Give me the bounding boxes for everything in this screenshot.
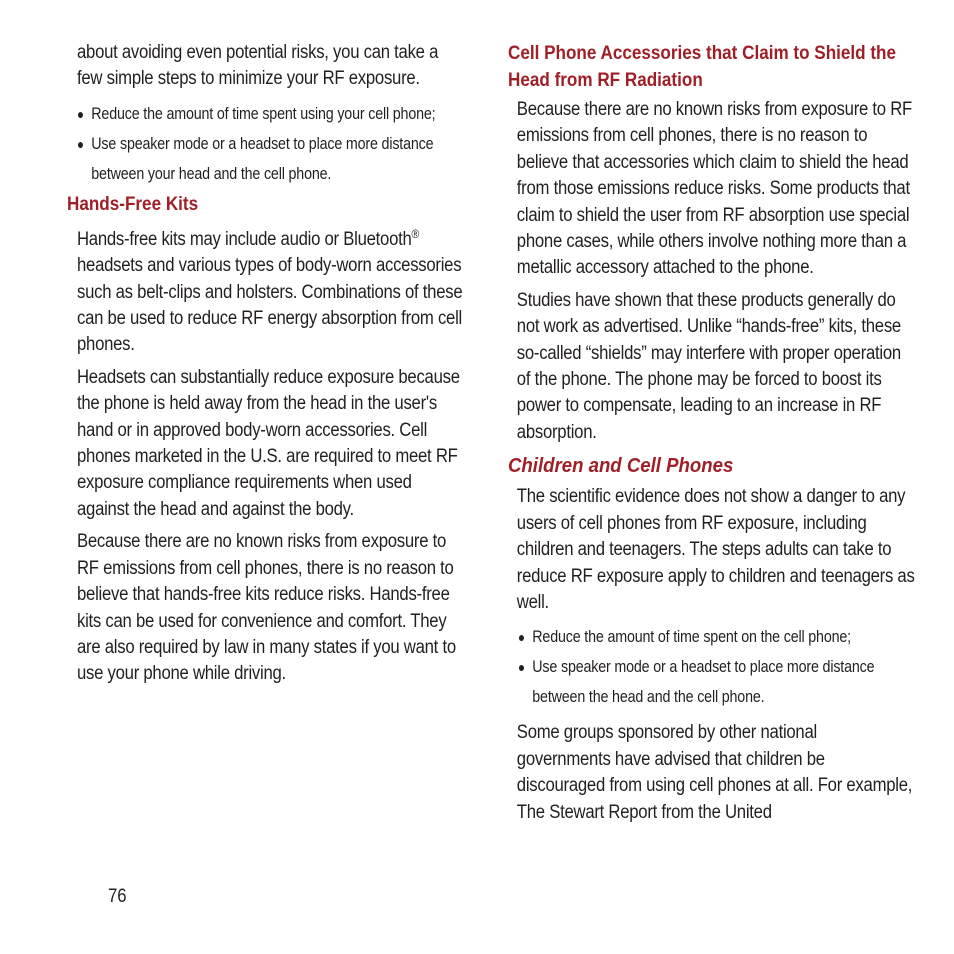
list-item: [518, 622, 929, 652]
list-item: [77, 129, 478, 189]
right-column: [508, 40, 915, 832]
shield-paragraph-2: Studies have shown that these products generally do not work as advertised. Unlike “hands-free” kits, these so-called “shields” may interfere with proper operation of the phone. The phone may be forced to boost its power to compensate, leading to an increase in RF absorption.: [516, 289, 901, 443]
bullet-text: Use speaker mode or a headset to place more distance between your head and the cell phone.: [91, 133, 434, 183]
bullet-text: Reduce the amount of time spent using your cell phone;: [91, 103, 436, 123]
children-paragraph-2: Some groups sponsored by other national governments have advised that children be discouraged from using cell phones at all. For example, The Stewart Report from the United: [516, 722, 913, 823]
page-number: 76: [108, 886, 127, 907]
p1-text: Hands-free kits may include audio or Bluetooth: [77, 228, 412, 250]
bullet-text: Reduce the amount of time spent on the cell phone;: [532, 627, 851, 647]
hands-free-paragraph-3: Because there are no known risks from exposure to RF emissions from cell phones, there is no reason to believe that hands-free kits reduce risks. Hands-free kits can be used for convenience and comfort. They are also required by law in many states if you want to use your phone while driving.: [77, 531, 456, 685]
bullet-icon: ●: [77, 105, 84, 122]
registered-mark: ®: [411, 226, 420, 241]
bullet-icon: ●: [77, 135, 84, 152]
p1-rest: headsets and various types of body-worn accessories such as belt-clips and holsters. Combinations of these can be used to reduce RF energy absorption from cell phones.: [77, 255, 463, 356]
section-heading-children: Children and Cell Phones: [508, 455, 734, 478]
bullet-icon: ●: [518, 659, 525, 676]
section-heading-hands-free: Hands-Free Kits: [67, 193, 199, 215]
list-item: [77, 99, 478, 129]
section-heading-shield-accessories: Cell Phone Accessories that Claim to Shield the Head from RF Radiation: [508, 43, 897, 91]
list-item: [518, 652, 929, 712]
children-paragraph-1: The scientific evidence does not show a danger to any users of cell phones from RF exposure, including children and teenagers. The steps adults can take to reduce RF exposure apply to children and teenagers as well.: [516, 486, 915, 613]
intro-paragraph: about avoiding even potential risks, you can take a few simple steps to minimize your RF exposure.: [77, 42, 439, 90]
bullet-text: Use speaker mode or a headset to place more distance between the head and the cell phone.: [532, 657, 875, 707]
left-column: [67, 40, 467, 694]
hands-free-paragraph-1: [77, 221, 465, 359]
shield-paragraph-1: Because there are no known risks from exposure to RF emissions from cell phones, there is no reason to believe that accessories which claim to shield the head from those emissions reduce risks. Some products that claim to shield the user from RF absorption use special phone cases, while others involve nothing more than a metallic accessory attached to the phone.: [516, 99, 912, 279]
bullet-icon: ●: [518, 629, 525, 646]
hands-free-paragraph-2: Headsets can substantially reduce exposure because the phone is held away from the head in the user's hand or in approved body-worn accessories. Cell phones marketed in the U.S. are required to meet RF exposure compliance requirements when used against the head and against the body.: [77, 366, 460, 520]
